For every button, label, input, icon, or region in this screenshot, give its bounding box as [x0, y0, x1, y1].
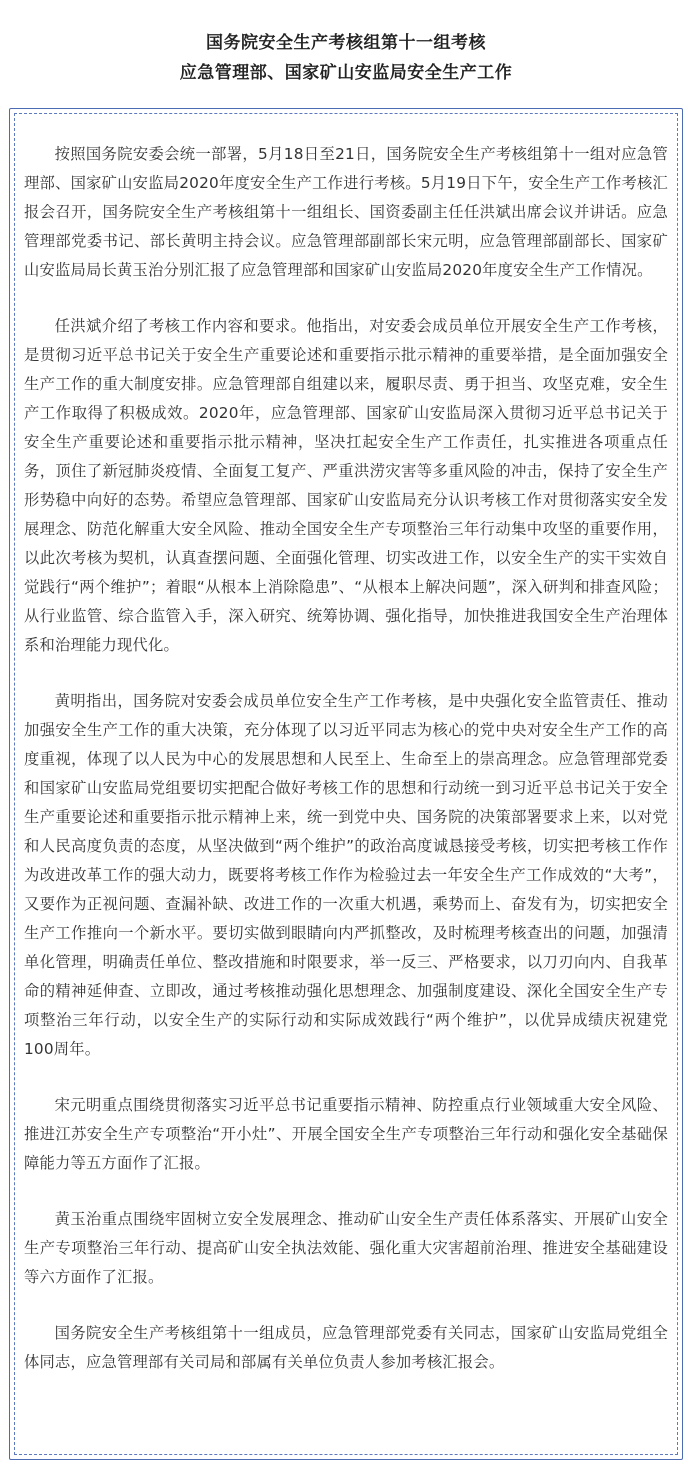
paragraph-1: 按照国务院安委会统一部署，5月18日至21日，国务院安全生产考核组第十一组对应急管理部、国家矿山安监局2020年度安全生产工作进行考核。5月19日下午，安全生产工作考核汇报会召开，国务院安全生产考核组第十一组组长、国资委副主任任洪斌出席会议并讲话。应急管理部党委书记、部长黄明主持会议。应急管理部副部长宋元明，应急管理部副部长、国家矿山安监局局长黄玉治分别汇报了应急管理部和国家矿山安监局2020年度安全生产工作情况。 — [24, 145, 668, 279]
paragraph-4: 宋元明重点围绕贯彻落实习近平总书记重要指示精神、防控重点行业领域重大安全风险、推进江苏安全生产专项整治“开小灶”、开展全国安全生产专项整治三年行动和强化安全基础保障能力等五方面作了汇报。 — [24, 1096, 668, 1172]
paragraph-2: 任洪斌介绍了考核工作内容和要求。他指出，对安委会成员单位开展安全生产工作考核，是贯彻习近平总书记关于安全生产重要论述和重要指示批示精神的重要举措，是全面加强安全生产工作的重大制度安排。应急管理部自组建以来，履职尽责、勇于担当、攻坚克难，安全生产工作取得了积极成效。2020年，应急管理部、国家矿山安监局深入贯彻习近平总书记关于安全生产重要论述和重要指示批示精神，坚决扛起安全生产工作责任，扎实推进各项重点任务，顶住了新冠肺炎疫情、全面复工复产、严重洪涝灾害等多重风险的冲击，保持了安全生产形势稳中向好的态势。希望应急管理部、国家矿山安监局充分认识考核工作对贯彻落实安全发展理念、防范化解重大安全风险、推动全国安全生产专项整治三年行动集中攻坚的重要作用，以此次考核为契机，认真查摆问题、全面强化管理、切实改进工作，以安全生产的实干实效自觉践行“两个维护”；着眼“从根本上消除隐患”、“从根本上解决问题”，深入研判和排查风险；从行业监管、综合监管入手，深入研究、统筹协调、强化指导，加快推进我国安全生产治理体系和治理能力现代化。 — [24, 317, 668, 654]
paragraph-3: 黄明指出，国务院对安委会成员单位安全生产工作考核，是中央强化安全监管责任、推动加强安全生产工作的重大决策，充分体现了以习近平同志为核心的党中央对安全生产工作的高度重视，体现了以人民为中心的发展思想和人民至上、生命至上的崇高理念。应急管理部党委和国家矿山安监局党组要切实把配合做好考核工作的思想和行动统一到习近平总书记关于安全生产重要论述和重要指示批示精神上来，统一到党中央、国务院的决策部署要求上来，以对党和人民高度负责的态度，从坚决做到“两个维护”的政治高度诚恳接受考核，切实把考核工作作为改进改革工作的强大动力，既要将考核工作作为检验过去一年安全生产工作成效的“大考”，又要作为正视问题、查漏补缺、改进工作的一次重大机遇，乘势而上、奋发有为，切实把安全生产工作推向一个新水平。要切实做到眼睛向内严抓整改，及时梳理考核查出的问题，加强清单化管理，明确责任单位、整改措施和时限要求，举一反三、严格要求，以刀刃向内、自我革命的精神延伸查、立即改，通过考核推动强化思想理念、加强制度建设、深化全国安全生产专项整治三年行动，以安全生产的实际行动和实际成效践行“两个维护”，以优异成绩庆祝建党100周年。 — [24, 692, 668, 1058]
article-title-line-2: 应急管理部、国家矿山安监局安全生产工作 — [179, 63, 513, 83]
article-title-line-1: 国务院安全生产考核组第十一组考核 — [206, 33, 486, 53]
paragraph-6: 国务院安全生产考核组第十一组成员，应急管理部党委有关同志，国家矿山安监局党组全体同志，应急管理部有关司局和部属有关单位负责人参加考核汇报会。 — [24, 1324, 668, 1371]
article-header — [0, 28, 692, 88]
article-body — [24, 140, 668, 1404]
paragraph-5: 黄玉治重点围绕牢固树立安全发展理念、推动矿山安全生产责任体系落实、开展矿山安全生产专项整治三年行动、提高矿山安全执法效能、强化重大灾害超前治理、推进安全基础建设等六方面作了汇报。 — [24, 1210, 668, 1286]
